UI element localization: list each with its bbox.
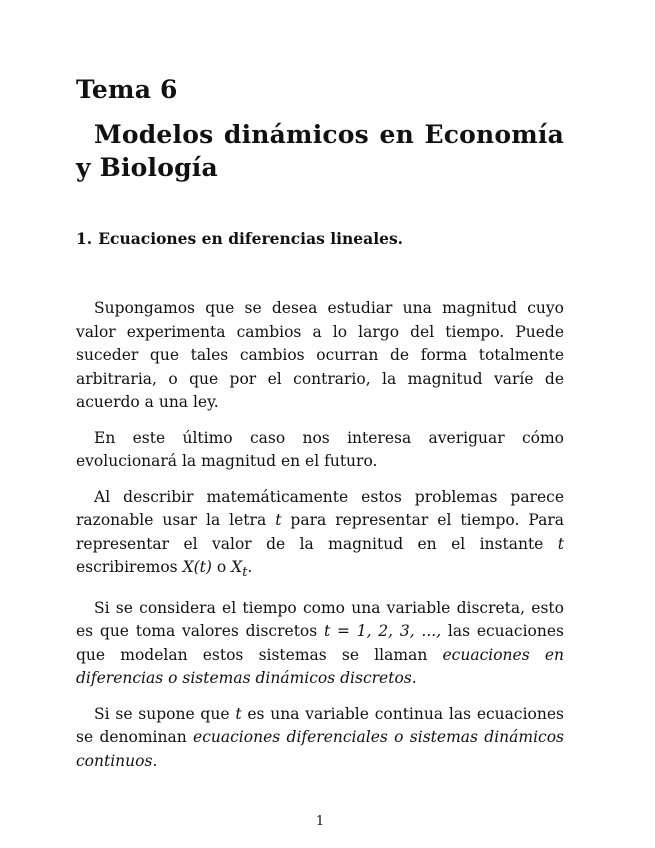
section-title: Ecuaciones en diferencias lineales.	[98, 229, 404, 248]
chapter-title: Modelos dinámicos en Economía y Biología	[76, 120, 564, 182]
paragraph-4-end: .	[411, 669, 417, 688]
paragraph-5-text-2: es una variable continua las ecuaciones se denominan	[76, 704, 564, 747]
discrete-systems-term: ecuaciones en diferencias o sistemas dinámicos discretos	[76, 645, 564, 688]
paragraph-4-text-2: las ecuaciones que modelan estos sistemas se llaman	[76, 622, 564, 664]
time-variable: t	[235, 704, 242, 723]
document-page	[76, 0, 564, 848]
subscript-base: X	[231, 558, 243, 576]
subscript-index: t	[242, 565, 248, 581]
paragraph-1: Supongamos que se desea estudiar una magnitud cuyo valor experimenta cambios a lo largo del tiempo. Puede suceder que tales cambios ocurran de forma totalmente arbitraria, o que por el contrario, la magnitud varíe de acuerdo a una ley.	[76, 299, 564, 411]
discrete-values-expression: t = 1, 2, 3, ...,	[324, 622, 442, 641]
paragraph-5	[76, 703, 564, 774]
paragraph-2: En este último caso nos interesa averiguar cómo evolucionará la magnitud en el futuro.	[76, 428, 564, 470]
paragraph-3-end: .	[247, 558, 253, 576]
paragraph-4	[76, 597, 564, 691]
paragraph-3-text-1: Al describir matemáticamente estos problemas parece razonable usar la letra	[76, 487, 564, 529]
paragraph-5-text-1: Si se supone que	[94, 704, 230, 723]
time-variable: t	[557, 534, 564, 553]
section-heading	[76, 229, 403, 249]
paragraph-5-end: .	[152, 751, 158, 770]
function-notation: X(t)	[182, 558, 212, 576]
paragraph-3	[76, 486, 564, 585]
section-number: 1.	[76, 229, 93, 248]
body-text	[76, 297, 564, 785]
paragraph-4-text-1: Si se considera el tiempo como una variable discreta, esto es que toma valores discretos	[76, 598, 564, 641]
paragraph-3-text-3: escribiremos	[76, 558, 178, 576]
subscript-notation	[231, 558, 248, 581]
continuous-systems-term: ecuaciones diferenciales o sistemas dinámicos continuos	[76, 728, 564, 770]
page-number: 1	[315, 814, 325, 829]
time-variable: t	[275, 511, 282, 529]
paragraph-3-text-4: o	[216, 558, 227, 576]
paragraph-3-text-2: para representar el tiempo. Para representar el valor de la magnitud en el instante	[76, 511, 564, 553]
chapter-heading: Tema 6	[76, 75, 178, 104]
